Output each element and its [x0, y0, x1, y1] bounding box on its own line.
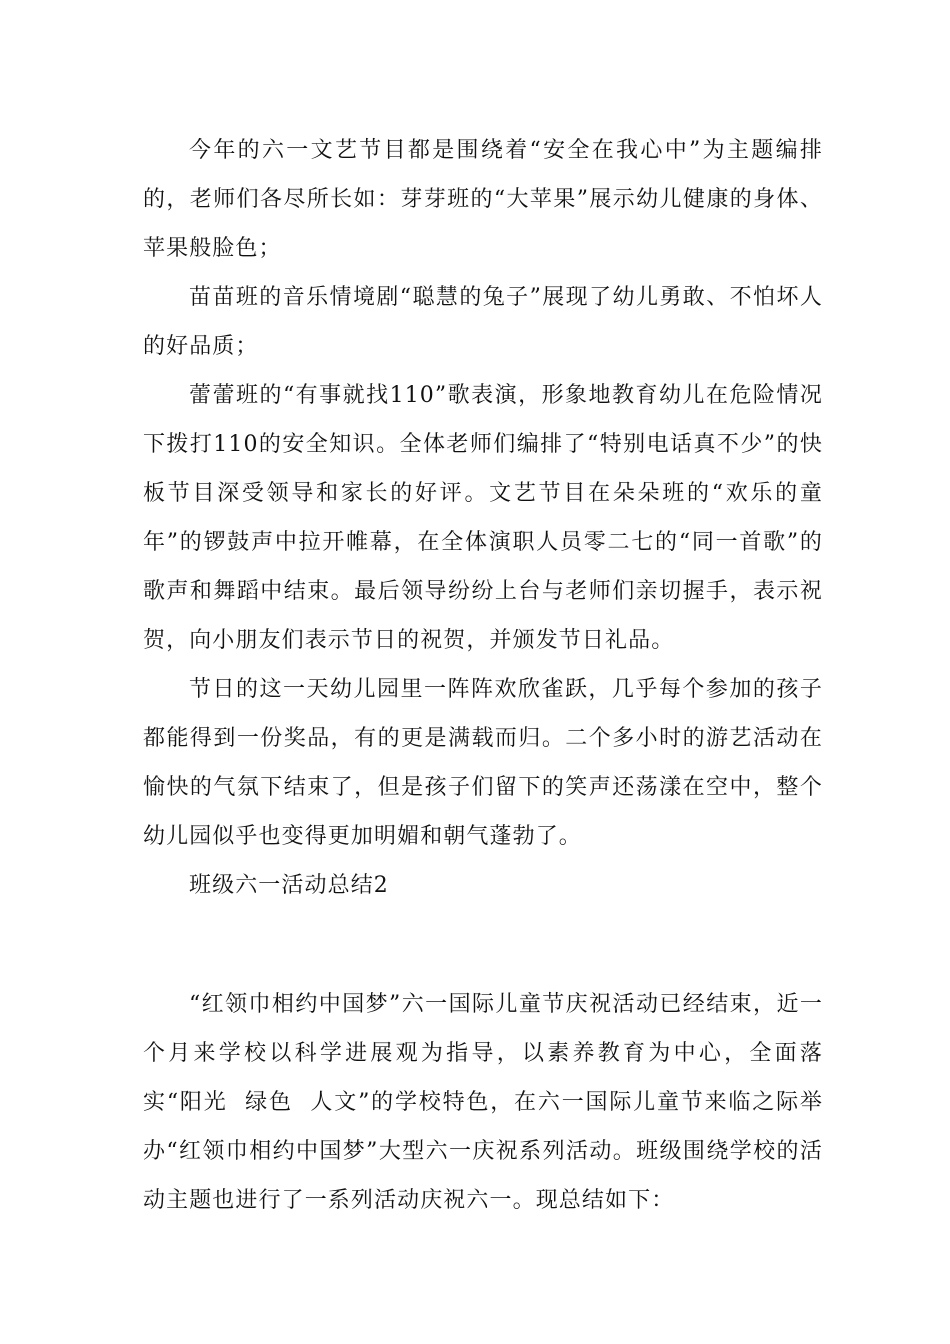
paragraph-leilei-class: 蕾蕾班的“有事就找110”歌表演，形象地教育幼儿在危险情况下拨打110的安全知识。全体老师们编排了“特别电话真不少”的快板节目深受领导和家长的好评。文艺节目在朵朵班的“欢乐的童年”的锣鼓声中拉开帷幕，在全体演职人员零二七的“同一首歌”的歌声和舞蹈中结束。最后领导纷纷上台与老师们亲切握手，表示祝贺，向小朋友们表示节日的祝贺，并颁发节日礼品。	[143, 383, 823, 653]
section-one	[143, 126, 823, 910]
paragraph-festival-day: 节日的这一天幼儿园里一阵阵欢欣雀跃，几乎每个参加的孩子都能得到一份奖品，有的更是满载而归。二个多小时的游艺活动在愉快的气氛下结束了，但是孩子们留下的笑声还荡漾在空中，整个幼儿园似乎也变得更加明媚和朝气蓬勃了。	[143, 677, 823, 849]
section-heading: 班级六一活动总结2	[189, 873, 389, 898]
paragraph-miaomiao-class: 苗苗班的音乐情境剧“聪慧的兔子”展现了幼儿勇敢、不怕坏人的好品质；	[143, 285, 823, 359]
section-two	[143, 980, 823, 1225]
paragraph-red-scarf-intro: “红领巾相约中国梦”六一国际儿童节庆祝活动已经结束，近一个月来学校以科学进展观为指导，以素养教育为中心，全面落实“阳光 绿色 人文”的学校特色，在六一国际儿童节来临之际举办“红领巾相约中国梦”大型六一庆祝系列活动。班级围绕学校的活动主题也进行了一系列活动庆祝六一。现总结如下：	[143, 992, 823, 1213]
paragraph-program-theme: 今年的六一文艺节目都是围绕着“安全在我心中”为主题编排的，老师们各尽所长如：芽芽班的“大苹果”展示幼儿健康的身体、苹果般脸色；	[143, 138, 823, 261]
